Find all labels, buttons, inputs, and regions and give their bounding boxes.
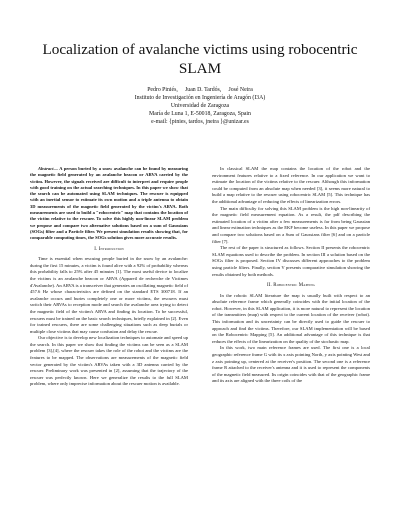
- intro-paragraph: Time is essential when rescuing people buried in the snow by an avalanche: during the first 15 minutes, a victim is found alive with a 92% of probability whereas this probability falls to 25% after 45 minutes [1]. The most useful device to localize the victims is an avalanche beacon or ARVA (Appareil de recherche de Victimes d'Avalanche). An ARVA is a transceiver that generates an oscillating magnetic field of 457.6 Hz whose characteristics are defined on the standard ETS 300718. If an avalanche occurs and buries completely one or more victims, the rescuers must switch their ARVAs to reception mode and search the avalanche area trying to detect the magnetic field of the victim's ARVA and finding its location. To be successful, rescuers must be trained on the basic search techniques, briefly explained in [2]. Even for trained rescuers, there are some challenging situations such as deep burials or multiple close victims that may cause confusion and delay the rescue.: [30, 256, 188, 334]
- body-paragraph: In classical SLAM the map contains the location of the robot and the environment features relative to a fixed reference. In our application we want to estimate the location of the victims relative to the rescuer. Although this information could be computed from an absolute map when needed [3], it seems more natural to build a map relative to the rescuer using robocentric SLAM [5]. This technique has the additional advantage of reducing the effects of linearization errors.: [212, 166, 370, 204]
- intro-paragraph: Our objective is to develop new localization techniques to automate and speed up the search. In this paper we show that finding the victims can be seen as a SLAM problem [3],[4], where the rescuer takes the role of the robot and the victims are the features to be mapped. The observations are measurements of the magnetic field vector generated by the victim's ARVAs taken with a 3D antenna carried by the rescuer. Preliminary work was presented in [2], assuming that the trajectory of the rescuer was perfectly known. Here we generalize the results to the full SLAM problem, where only imprecise information about the rescuer motion is available.: [30, 335, 188, 387]
- left-column: [30, 166, 188, 388]
- body-paragraph: In the robotic SLAM literature the map is usually built with respect to an absolute reference frame which generally coincides with the initial location of the robot. However, in this SLAM application, it is more natural to represent the location of the transmitters (map) with respect to the current location of the receiver (robot). This information and its uncertainty can be directly used to guide the rescuer to approach and find the victims. Therefore, our SLAM implementation will be based on the Robocentric Mapping [5]. An additional advantage of this technique is that reduces the effects of the linearization on the quality of the stochastic map.: [212, 292, 370, 344]
- abstract-label: Abstract: [38, 166, 54, 171]
- author-email: e-mail: {pinies, tardos, jneira }@unizar.es: [151, 119, 249, 126]
- author-names: Pedro Piniés, Juan D. Tardós, José Neira: [147, 87, 253, 93]
- author-block: [90, 86, 310, 126]
- abstract-text: — A person buried by a snow avalanche can be found by measuring the magnetic field generated by an avalanche beacon or ARVA carried by the victim. However, the signals received are difficult to interpret and require people with good training on the actual searching techniques. In this paper we show that the search can be automated using SLAM techniques. The rescuer is equipped with an inertial sensor to estimate its own motion and a triple antenna to obtain 3D measurements of the magnetic field generated by the victim's ARVA. Both measurements are used to build a "robocentric" map that contains the location of the victim relative to the rescuer. To solve this highly non-linear SLAM problem we propose and compare two alternative solutions based on a sum of Gaussians (SOGs) filter and a Particle filter. We present simulation results showing that, for comparable computing times, the SOGs solution gives more accurate results.: [30, 166, 188, 241]
- body-paragraph: The rest of the paper is structured as follows. Section II presents the robocentric SLAM equations used to describe the problem. In section III a solution based on the SOGs filter is proposed. Section IV discusses different approaches to the problem using particle filters. Finally, section V presents comparative simulation showing the results obtained by both methods.: [212, 245, 370, 277]
- body-paragraph: The main difficulty for solving this SLAM problem is the high non-linearity of the magnetic field measurement equation. As a result, the pdf describing the estimated location of a victim after a few measurements is far from being Gaussian and linear estimation techniques as the EKF become useless. In this paper we propose and compare two solutions based on a Sum of Gaussians filter [6] and on a particle filter [7].: [212, 205, 370, 244]
- right-column: [212, 166, 370, 385]
- section-heading-introduction: I. Introduction: [94, 246, 124, 252]
- author-university: Universidad de Zaragoza: [170, 103, 230, 110]
- body-paragraph: In this work, two main reference frames are used. The first one is a local geographic reference frame G with its x axis pointing North, y axis pointing West and z axis pointing up, centered at the receiver's position. The second one is a reference frame R attached to the receiver's antenna and it is used to represent the components of the magnetic field measured. Its origin coincides with that of the geographic frame and its axis are aligned with the three coils of the: [212, 345, 370, 384]
- paper-title: Localization of avalanche victims using robocentric SLAM: [42, 41, 358, 77]
- author-address: María de Luna 1, E-50018, Zaragoza, Spain: [149, 111, 251, 118]
- author-institute: Instituto de Investigación en Ingeniería de Aragón (I3A): [134, 95, 266, 102]
- section-heading-robocentric-mapping: II. Robocentric Mapping: [267, 283, 315, 289]
- abstract: [30, 166, 188, 242]
